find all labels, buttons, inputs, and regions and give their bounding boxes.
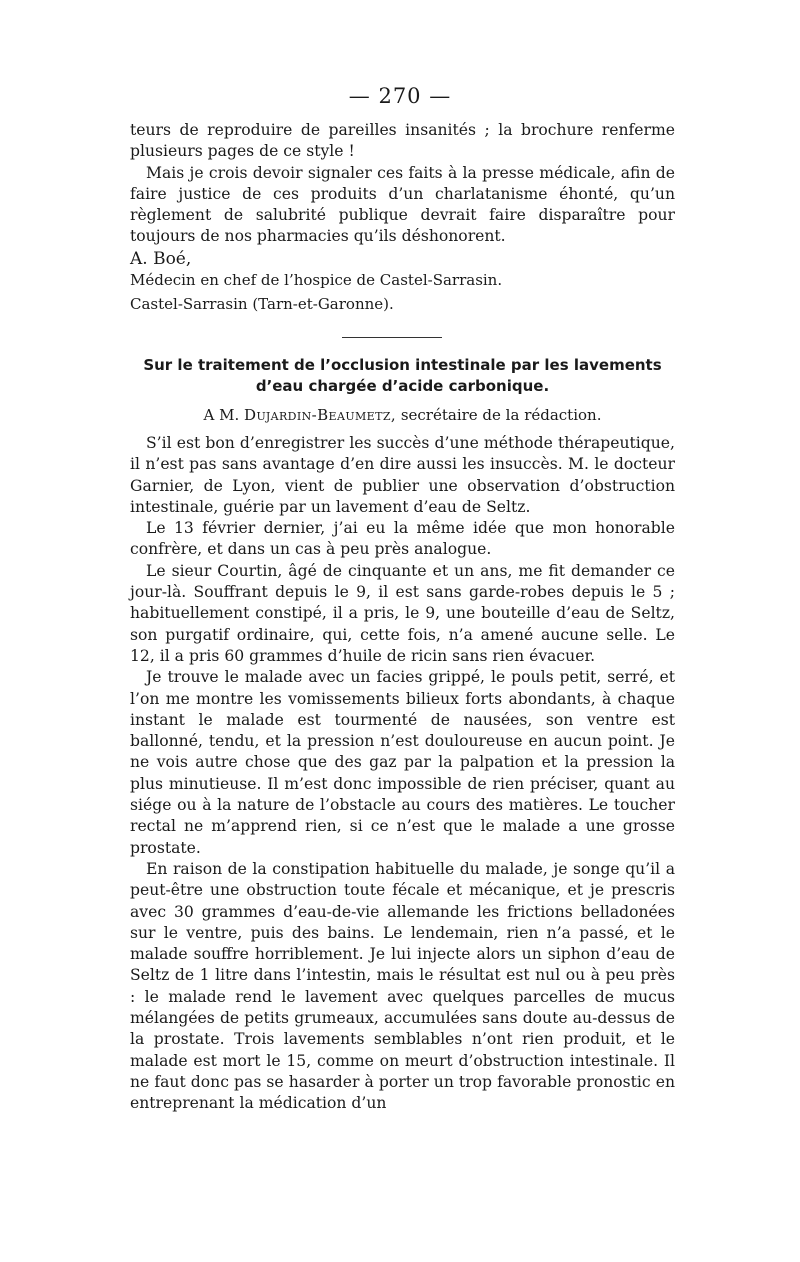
body-paragraph: Je trouve le malade avec un facies grippé, le pouls petit, serré, et l’on me montre les vomissements bilieux forts abondants, à chaque instant le malade est tourmenté de nausées, son ventre est ballonné, tendu, et la pression n’est douloureuse en aucun point. Je ne vois autre chose que des gaz par la palpation et la pression la plus minutieuse. Il m’est donc impossible de rien préciser, quant au siége ou à la nature de l’obstacle au cours des matières. Le toucher rectal ne m’apprend rien, si ce n’est que le malade a une grosse prostate. xyxy=(130,668,675,857)
body-paragraph: Le sieur Courtin, âgé de cinquante et un ans, me fit demander ce jour-là. Souffrant depuis le 9, il est sans garde-robes depuis le 5 ; habituellement constipé, il a pris, le 9, une bouteille d’eau de Seltz, son purgatif ordinaire, qui, cette fois, n’a amené aucune selle. Le 12, il a pris 60 grammes d’huile de ricin sans rien évacuer. xyxy=(130,561,675,665)
address-suffix: secrétaire de la rédaction. xyxy=(400,406,602,424)
page-number: — 270 — xyxy=(348,84,452,108)
article-title: Sur le traitement de l’occlusion intestinale par les lavements d’eau chargée d’acide carbonique. xyxy=(143,356,662,395)
continuation-paragraph: teurs de reproduire de pareilles insanités ; la brochure renferme plusieurs pages de ce style ! xyxy=(130,121,675,161)
body-paragraph: S’il est bon d’enregistrer les succès d’une méthode thérapeutique, il n’est pas sans avantage d’en dire aussi les insuccès. M. le docteur Garnier, de Lyon, vient de publier une observation d’obstruction intestinale, guérie par un lavement d’eau de Seltz. xyxy=(130,434,675,516)
address-name: Dujardin-Beaumetz, xyxy=(244,406,397,424)
continuation-block xyxy=(130,120,675,316)
article-body xyxy=(130,433,675,1115)
author-location: Castel-Sarrasin (Tarn-et-Garonne). xyxy=(130,295,394,314)
author-name: A. Boé, xyxy=(130,248,192,269)
body-paragraph: Le 13 février dernier, j’ai eu la même idée que mon honorable confrère, et dans un cas à peu près analogue. xyxy=(130,519,675,559)
article-address xyxy=(130,406,675,424)
section-divider xyxy=(342,337,442,338)
author-title: Médecin en chef de l’hospice de Castel-Sarrasin. xyxy=(130,271,503,290)
continuation-paragraph: Mais je crois devoir signaler ces faits à la presse médicale, afin de faire justice de ces produits d’un charlatanisme éhonté, qu’un règlement de salubrité publique devrait faire disparaître pour toujours de nos pharmacies qu’ils déshonorent. xyxy=(130,163,675,246)
body-paragraph: En raison de la constipation habituelle du malade, je songe qu’il a peut-être une obstruction toute fécale et mécanique, et je prescris avec 30 grammes d’eau-de-vie allemande les frictions belladonées sur le ventre, puis des bains. Le lendemain, rien n’a passé, et le malade souffre horriblement. Je lui injecte alors un siphon d’eau de Seltz de 1 litre dans l’intestin, mais le résultat est nul ou à peu près : le malade rend le lavement avec quelques parcelles de mucus mélangées de petits grumeaux, accumulées sans doute au-dessus de la prostate. Trois lavements semblables n’ont rien produit, et le malade est mort le 15, comme on meurt d’obstruction intestinale. Il ne faut donc pas se hasarder à porter un trop favorable pronostic en entreprenant la médication d’un xyxy=(130,859,675,1113)
address-prefix: A M. xyxy=(203,406,240,424)
